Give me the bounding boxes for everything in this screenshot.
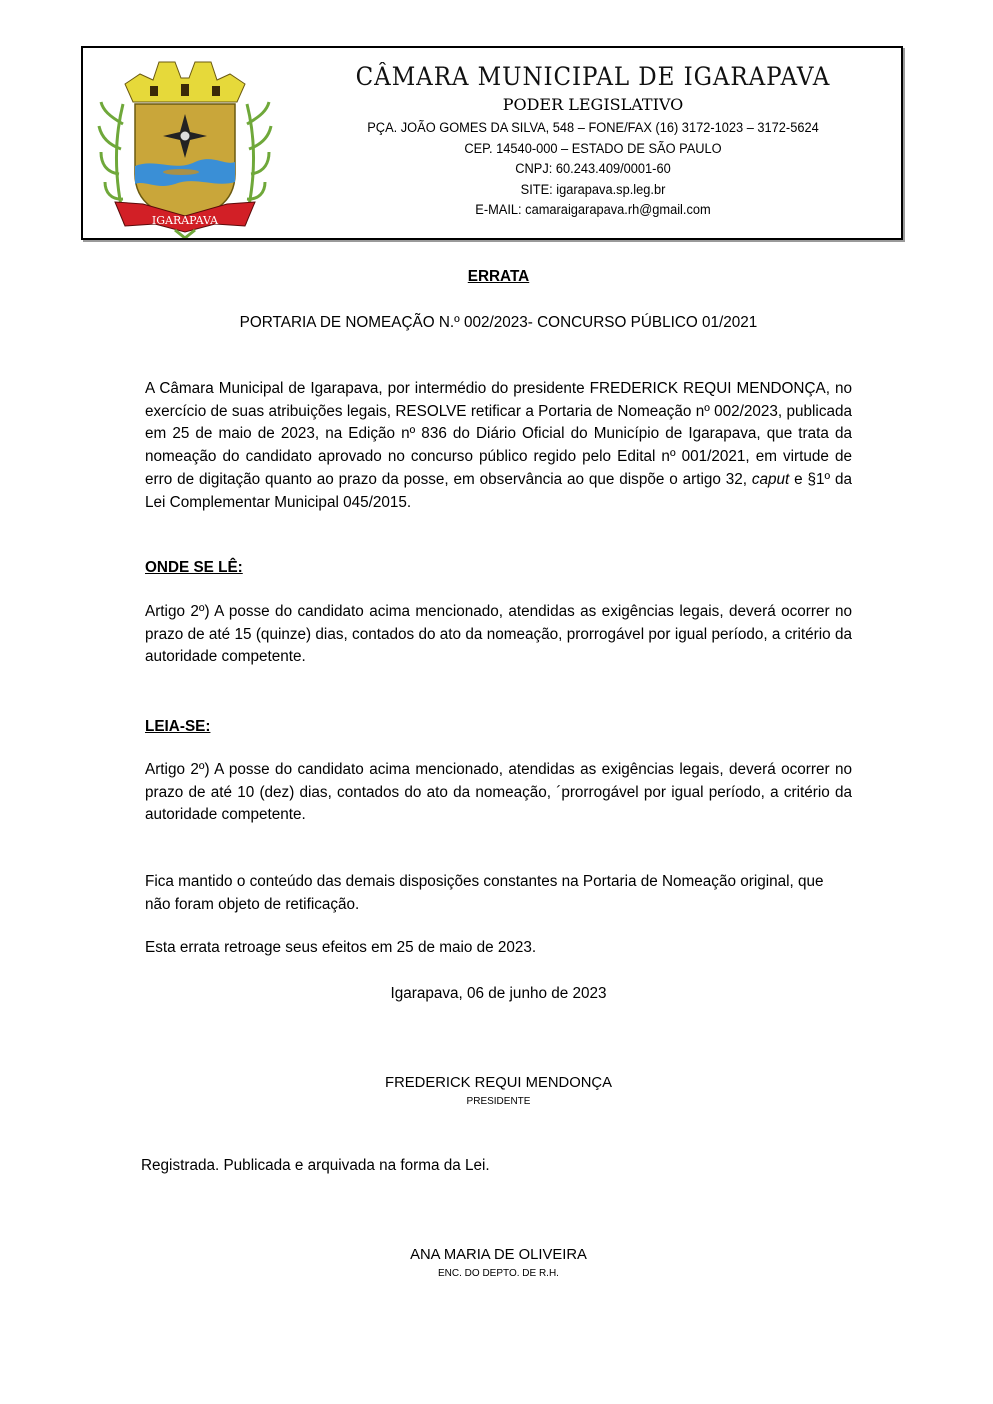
intro-paragraph — [145, 378, 852, 514]
coat-of-arms-icon — [95, 54, 275, 238]
address-line: PÇA. JOÃO GOMES DA SILVA, 548 – FONE/FAX (16) 3172-1023 – 3172-5624 — [367, 120, 819, 135]
onde-se-le-label: ONDE SE LÊ: — [145, 559, 243, 576]
intro-text-part2: e §1º da Lei Complementar Municipal 045/2015. — [145, 470, 853, 511]
letterhead — [81, 46, 903, 240]
signer1-role: PRESIDENTE — [466, 1095, 531, 1107]
signer1-name: FREDERICK REQUI MENDONÇA — [385, 1075, 612, 1091]
document-heading: ERRATA — [467, 268, 530, 285]
intro-italic-caput: caput — [751, 470, 790, 488]
letterhead-text — [293, 60, 893, 221]
intro-text-part1: A Câmara Municipal de Igarapava, por intermédio do presidente FREDERICK REQUI MENDONÇA, no exercício de suas atribuições legais, RESOLVE retificar a Portaria de Nomeação nº 002/2023, publicada em 25 de maio de 2023, na Edição nº 836 do Diário Oficial do Município de Igarapava, que trata da nomeação do candidato aprovado no concurso público regido pelo Edital nº 001/2021, em virtude de erro de digitação quanto ao prazo da posse, em observância ao que dispõe o artigo 32, — [145, 380, 852, 488]
document-subheading: PORTARIA DE NOMEAÇÃO N.º 002/2023- CONCURSO PÚBLICO 01/2021 — [239, 314, 758, 331]
onde-se-le-text: Artigo 2º) A posse do candidato acima mencionado, atendidas as exigências legais, deverá ocorrer no prazo de até 15 (quinze) dias, contados do ato da nomeação, prorrogável por igual período, a critério da autoridade competente. — [145, 603, 852, 666]
cep-line: CEP. 14540-000 – ESTADO DE SÃO PAULO — [464, 140, 722, 156]
registration-text: Registrada. Publicada e arquivada na forma da Lei. — [141, 1157, 490, 1174]
institution-subtitle: PODER LEGISLATIVO — [502, 95, 684, 114]
leia-se-text: Artigo 2º) A posse do candidato acima mencionado, atendidas as exigências legais, deverá ocorrer no prazo de até 10 (dez) dias, contados do ato da nomeação, ´prorrogável por igual período, a critério da autoridade competente. — [145, 761, 852, 824]
crest-banner-text: IGARAPAVA — [151, 214, 219, 227]
signer2-role: ENC. DO DEPTO. DE R.H. — [438, 1267, 559, 1279]
institution-title: CÂMARA MUNICIPAL DE IGARAPAVA — [355, 62, 831, 91]
maintained-paragraph: Fica mantido o conteúdo das demais disposições constantes na Portaria de Nomeação original, que não foram objeto de retificação. — [145, 873, 824, 913]
leia-se-label: LEIA-SE: — [145, 718, 211, 735]
place-date: Igarapava, 06 de junho de 2023 — [390, 985, 607, 1002]
email-line: E-MAIL: camaraigarapava.rh@gmail.com — [475, 202, 711, 217]
site-line: SITE: igarapava.sp.leg.br — [520, 181, 666, 197]
signature-block-president — [145, 1072, 852, 1109]
retroactive-paragraph: Esta errata retroage seus efeitos em 25 de maio de 2023. — [145, 939, 537, 956]
signer2-name: ANA MARIA DE OLIVEIRA — [410, 1247, 587, 1263]
cnpj-line: CNPJ: 60.243.409/0001-60 — [515, 161, 671, 176]
signature-block-hr — [145, 1244, 852, 1281]
